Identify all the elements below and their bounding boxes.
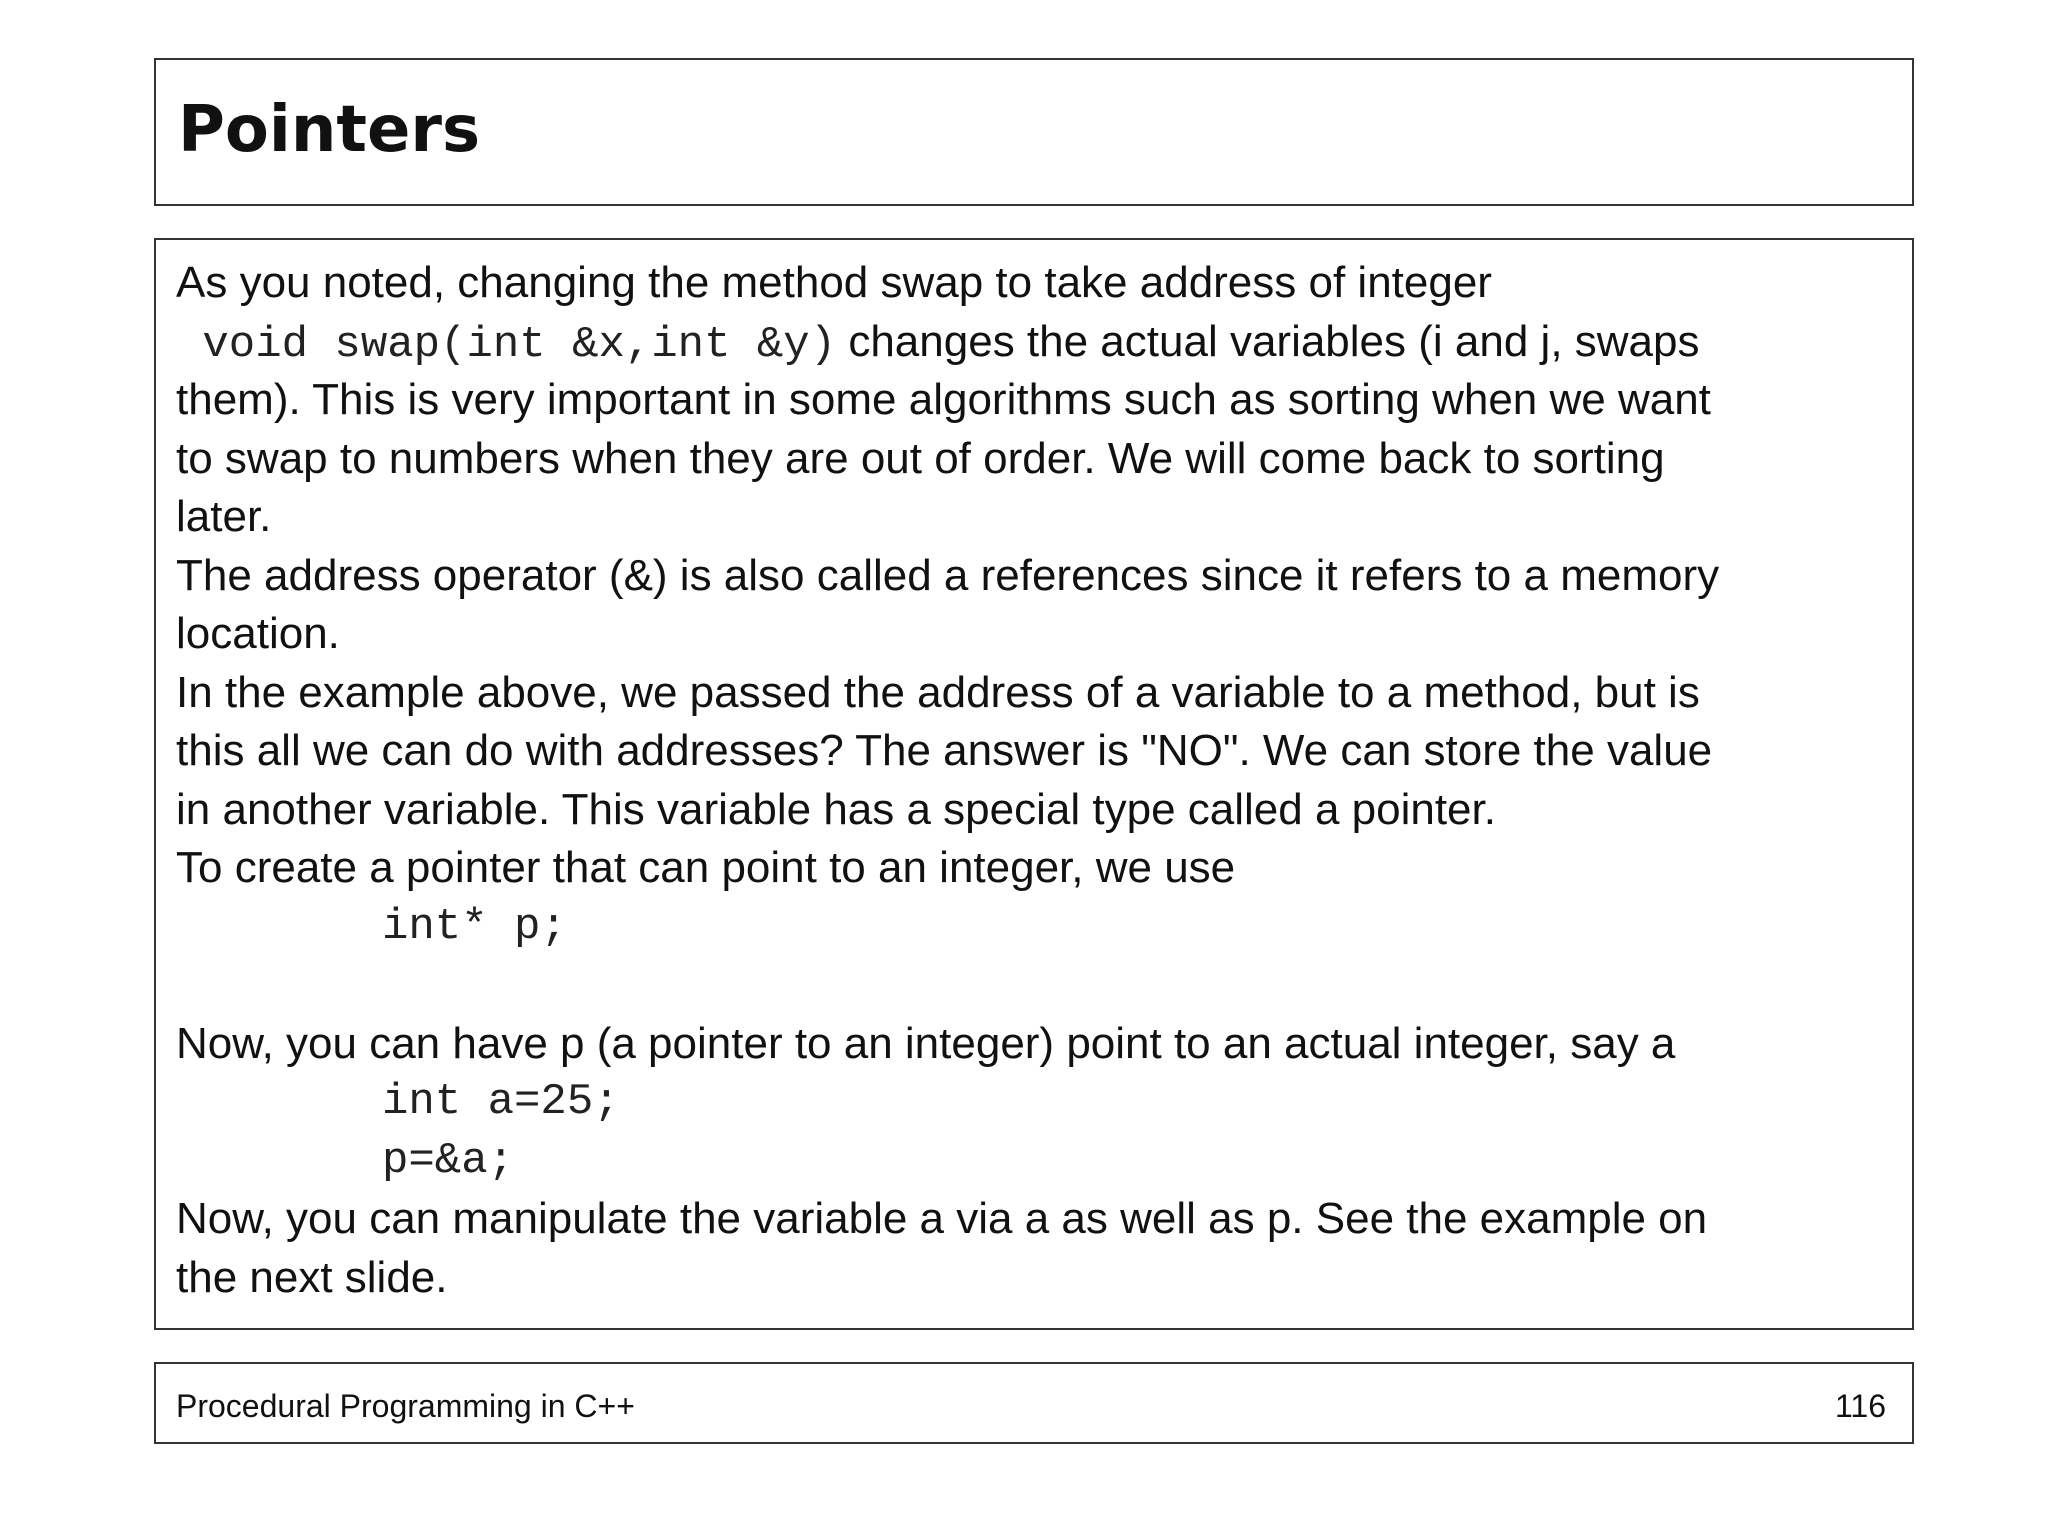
- body-text: changes the actual variables (i and j, swaps: [836, 316, 1700, 366]
- inline-code: void swap(int &x,int &y): [176, 319, 837, 370]
- body-line: As you noted, changing the method swap to take address of integer: [176, 258, 1492, 307]
- body-line: in another variable. This variable has a special type called a pointer.: [176, 784, 1496, 834]
- body-line: this all we can do with addresses? The answer is "NO". We can store the value: [176, 726, 1713, 775]
- body-line: the next slide.: [176, 1252, 448, 1302]
- body-line: location.: [176, 609, 340, 658]
- slide-title: Pointers: [178, 93, 481, 167]
- blank-line: [176, 956, 1896, 1015]
- body-line-with-code: [176, 313, 1896, 372]
- footer-course-name: Procedural Programming in C++: [176, 1388, 635, 1424]
- body-line: later.: [176, 492, 272, 541]
- body-line: To create a pointer that can point to an integer, we use: [176, 843, 1236, 892]
- code-line: int* p;: [382, 901, 567, 952]
- body-line: Now, you can manipulate the variable a via a as well as p. See the example on: [176, 1194, 1708, 1243]
- body-line: The address operator (&) is also called a references since it refers to a memory: [176, 550, 1720, 600]
- code-line: p=&a;: [382, 1135, 515, 1186]
- slide-body: [176, 254, 1896, 1307]
- page-number: 116: [1834, 1388, 1886, 1424]
- footer-box: [154, 1362, 1914, 1444]
- title-box: [154, 58, 1914, 206]
- content-box: [154, 238, 1914, 1330]
- body-line: to swap to numbers when they are out of order. We will come back to sorting: [176, 433, 1665, 483]
- code-line: int a=25;: [382, 1077, 620, 1127]
- body-line: Now, you can have p (a pointer to an integer) point to an actual integer, say a: [176, 1018, 1676, 1068]
- body-line: In the example above, we passed the address of a variable to a method, but is: [176, 667, 1700, 717]
- body-line: them). This is very important in some algorithms such as sorting when we want: [176, 375, 1711, 424]
